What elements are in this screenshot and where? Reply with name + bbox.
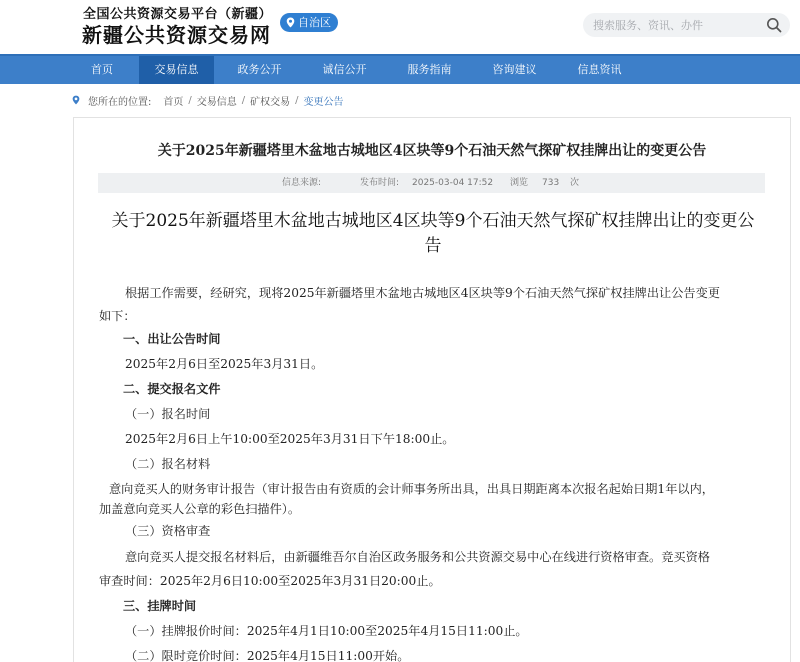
article-title <box>96 209 770 259</box>
section-1-body: 2025年2月6日至2025年3月31日。 <box>125 357 324 371</box>
breadcrumb-home[interactable]: 首页 <box>163 96 184 108</box>
site-header <box>0 0 800 54</box>
views-unit: 次 <box>570 178 580 188</box>
breadcrumb-mining-rights[interactable]: 矿权交易 <box>250 96 291 108</box>
region-label: 自治区 <box>298 16 331 29</box>
nav-item-home[interactable]: 首页 <box>91 63 113 76</box>
section-2-sub-2-body-1: 意向竞买人的财务审计报告（审计报告由有资质的会计师事务所出具，出具日期距离本次报名起始日期1年以内， <box>109 482 714 496</box>
section-3-heading: 三、挂牌时间 <box>123 599 197 613</box>
breadcrumb-separator: / <box>295 94 299 106</box>
section-2-sub-2: （二）报名材料 <box>125 457 211 471</box>
breadcrumb-separator: / <box>241 94 246 106</box>
breadcrumb-change-notice[interactable]: 变更公告 <box>303 96 344 108</box>
breadcrumb-separator: / <box>188 94 192 106</box>
main-nav <box>0 54 800 84</box>
location-pin-icon <box>286 17 295 28</box>
section-2-heading: 二、提交报名文件 <box>123 382 221 396</box>
section-2-sub-3-body-1: 意向竞买人提交报名材料后，由新疆维吾尔自治区政务服务和公共资源交易中心在线进行资格审查。竞买资格 <box>125 550 710 564</box>
intro-line-2: 如下： <box>99 309 136 323</box>
location-pin-icon <box>72 95 80 105</box>
source-label: 信息来源: <box>282 178 322 188</box>
search-icon[interactable] <box>766 17 782 33</box>
section-2-sub-3-body-2: 审查时间：2025年2月6日10:00至2025年3月31日20:00止。 <box>99 574 441 588</box>
platform-name[interactable]: 全国公共资源交易平台（新疆） <box>83 7 273 22</box>
section-2-sub-1: （一）报名时间 <box>125 407 211 421</box>
search-input[interactable] <box>593 13 763 37</box>
article-title-line-1: 关于2025年新疆塔里木盆地古城地区4区块等9个石油天然气探矿权挂牌出让的变更公 <box>111 211 755 231</box>
article-title-line-2: 告 <box>424 236 442 256</box>
nav-item-trade-info[interactable]: 交易信息 <box>139 56 214 84</box>
breadcrumb-prefix: 您所在的位置: <box>88 96 152 108</box>
nav-item-credit[interactable]: 诚信公开 <box>322 63 367 76</box>
nav-item-service-guide[interactable]: 服务指南 <box>407 63 452 76</box>
section-1-heading: 一、出让公告时间 <box>123 332 221 346</box>
section-3-sub-1: （一）挂牌报价时间：2025年4月1日10:00至2025年4月15日11:00止。 <box>125 624 528 638</box>
views-count: 733 <box>542 178 560 188</box>
intro-line-1: 根据工作需要，经研究，现将2025年新疆塔里木盆地古城地区4区块等9个石油天然气探矿权挂牌出让公告变更 <box>125 286 720 300</box>
breadcrumb-trade-info[interactable]: 交易信息 <box>196 96 237 108</box>
views-label: 浏览 <box>510 178 529 188</box>
section-3-sub-2: （二）限时竞价时间：2025年4月15日11:00开始。 <box>125 649 410 662</box>
breadcrumb <box>72 93 344 107</box>
meta-bar <box>98 173 765 193</box>
region-selector[interactable] <box>280 13 338 32</box>
section-2-sub-2-body-2: 加盖意向竞买人公章的彩色扫描件）。 <box>99 502 301 516</box>
section-2-sub-1-body: 2025年2月6日上午10:00至2025年3月31日下午18:00止。 <box>125 432 455 446</box>
nav-item-gov-affairs[interactable]: 政务公开 <box>237 63 282 76</box>
section-2-sub-3: （三）资格审查 <box>125 524 211 538</box>
search-box <box>583 13 790 37</box>
publish-time-value: 2025-03-04 17:52 <box>412 178 494 188</box>
nav-item-consult[interactable]: 咨询建议 <box>492 63 537 76</box>
site-name[interactable]: 新疆公共资源交易网 <box>82 23 271 47</box>
page-title: 关于2025年新疆塔里木盆地古城地区4区块等9个石油天然气探矿权挂牌出让的变更公告 <box>157 143 707 159</box>
publish-time-label: 发布时间: <box>360 178 400 188</box>
nav-item-news[interactable]: 信息资讯 <box>577 63 622 76</box>
